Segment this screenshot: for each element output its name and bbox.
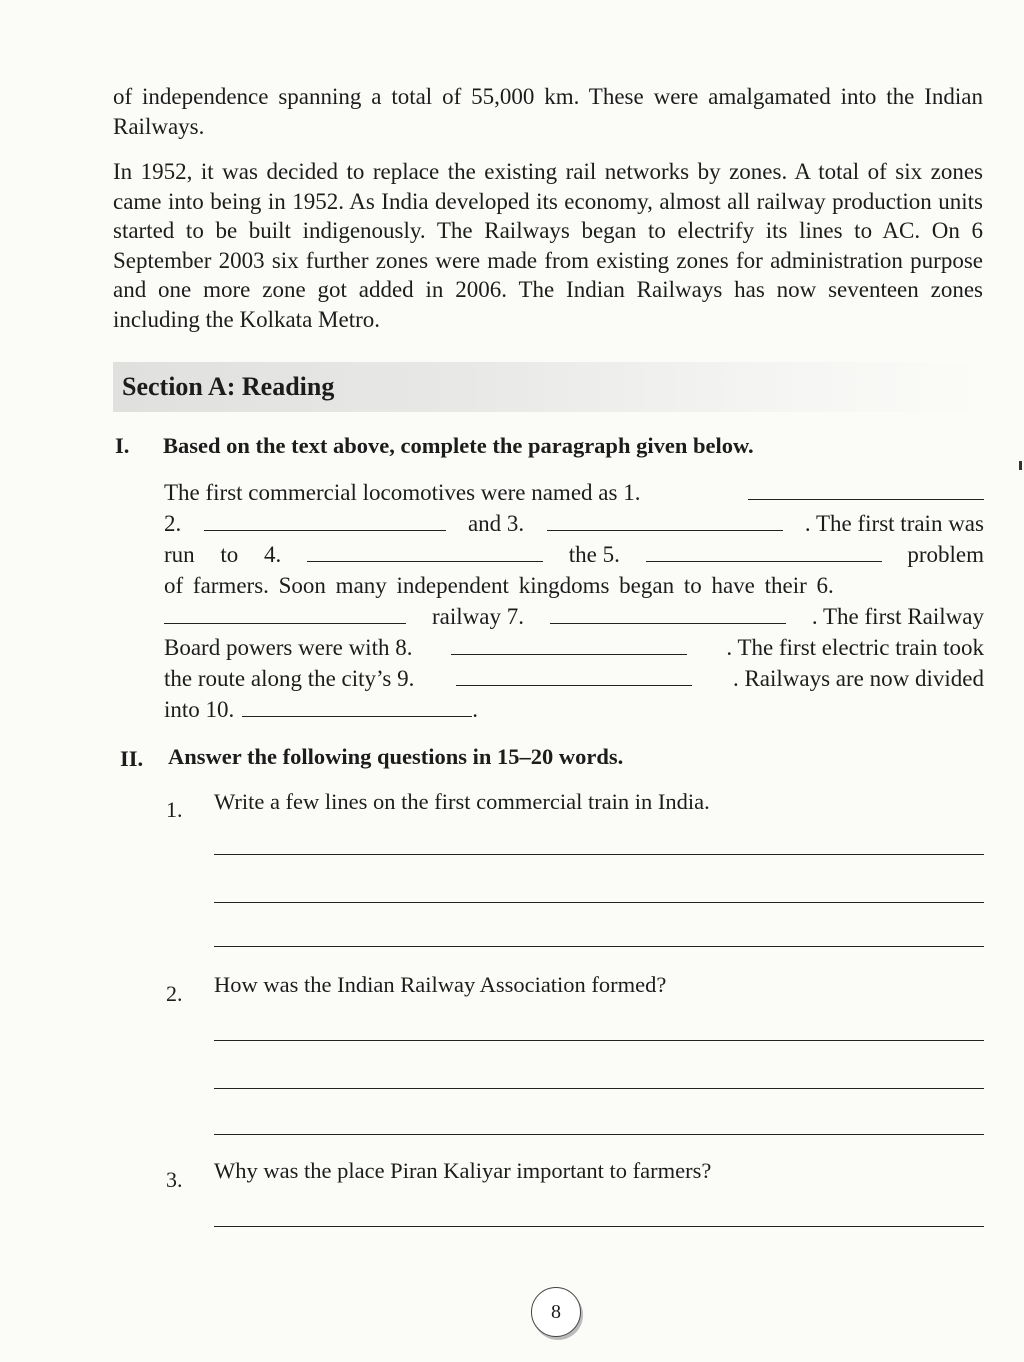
- answer-line[interactable]: [214, 854, 984, 855]
- question-1-number: I.: [115, 433, 130, 458]
- fill-line-4: [164, 570, 984, 601]
- blank-3[interactable]: [547, 512, 783, 531]
- fill-text: .: [472, 697, 479, 722]
- intro-paragraph-1: of independence spanning a total of 55,000 km. These were amalgamated into the Indian Railways.: [113, 84, 983, 139]
- fill-text: and 3.: [467, 511, 525, 536]
- answer-line[interactable]: [214, 1134, 984, 1135]
- question-2-number: II.: [120, 746, 144, 771]
- fill-text: . Railways are now divided: [732, 666, 984, 691]
- blank-7[interactable]: [550, 605, 786, 624]
- page-number-badge: [531, 1287, 581, 1337]
- margin-mark: [1019, 461, 1022, 470]
- fill-text: of farmers. Soon many independent kingdoms began to have their 6.: [164, 573, 834, 598]
- fill-text: . The first Railway: [811, 604, 984, 629]
- question-2-heading: Answer the following questions in 15–20 words.: [168, 744, 624, 769]
- blank-9[interactable]: [456, 667, 692, 686]
- blank-2[interactable]: [204, 512, 446, 531]
- blank-1[interactable]: [748, 481, 984, 500]
- fill-text: into 10.: [164, 697, 235, 722]
- fill-line-7: [164, 663, 984, 694]
- blank-4[interactable]: [307, 543, 543, 562]
- blank-6[interactable]: [164, 605, 406, 624]
- answer-line[interactable]: [214, 1226, 984, 1227]
- fill-text: railway 7.: [431, 604, 524, 629]
- fill-in-paragraph: [164, 477, 984, 725]
- fill-text: the route along the city’s 9.: [164, 666, 415, 691]
- fill-line-5: [164, 601, 984, 632]
- answer-line[interactable]: [214, 946, 984, 947]
- fill-line-6: [164, 632, 984, 663]
- fill-text: 2.: [164, 511, 182, 536]
- sub-question-text: Write a few lines on the first commercial train in India.: [214, 789, 710, 814]
- fill-text: Board powers were with 8.: [164, 635, 413, 660]
- sub-question-text: How was the Indian Railway Association formed?: [214, 972, 667, 997]
- fill-line-2: [164, 508, 984, 539]
- blank-8[interactable]: [451, 636, 687, 655]
- fill-text: problem: [907, 542, 984, 567]
- blank-5[interactable]: [646, 543, 882, 562]
- fill-text: run: [164, 542, 195, 567]
- answer-line[interactable]: [214, 1088, 984, 1089]
- sub-question-text: Why was the place Piran Kaliyar important to farmers?: [214, 1158, 712, 1183]
- fill-text: the 5.: [568, 542, 620, 567]
- sub-question-number: 3.: [166, 1167, 183, 1192]
- page-number: 8: [551, 1300, 561, 1323]
- fill-text: 4.: [264, 542, 282, 567]
- intro-paragraph-2: In 1952, it was decided to replace the existing rail networks by zones. A total of six zones came into being in 1952. As India developed its economy, almost all railway production units started to be built indigenously. The Railways began to electrify its lines to AC. On 6 September 2003 six further zones were made from existing zones for administration purpose and one more zone got added in 2006. The Indian Railways has now seventeen zones including the Kolkata Metro.: [113, 159, 983, 332]
- fill-line-8: [164, 694, 984, 725]
- answer-line[interactable]: [214, 902, 984, 903]
- blank-10[interactable]: [242, 698, 472, 717]
- answer-line[interactable]: [214, 1040, 984, 1041]
- fill-text: The first commercial locomotives were named as 1.: [164, 480, 641, 505]
- fill-line-1: [164, 477, 984, 508]
- question-1-heading: Based on the text above, complete the paragraph given below.: [163, 433, 754, 458]
- fill-text: to: [220, 542, 239, 567]
- sub-question-number: 2.: [166, 981, 183, 1006]
- fill-text: . The first train was: [804, 511, 984, 536]
- fill-line-3: [164, 539, 984, 570]
- sub-question-number: 1.: [166, 797, 183, 822]
- section-title: Section A: Reading: [122, 372, 335, 401]
- fill-text: . The first electric train took: [726, 635, 984, 660]
